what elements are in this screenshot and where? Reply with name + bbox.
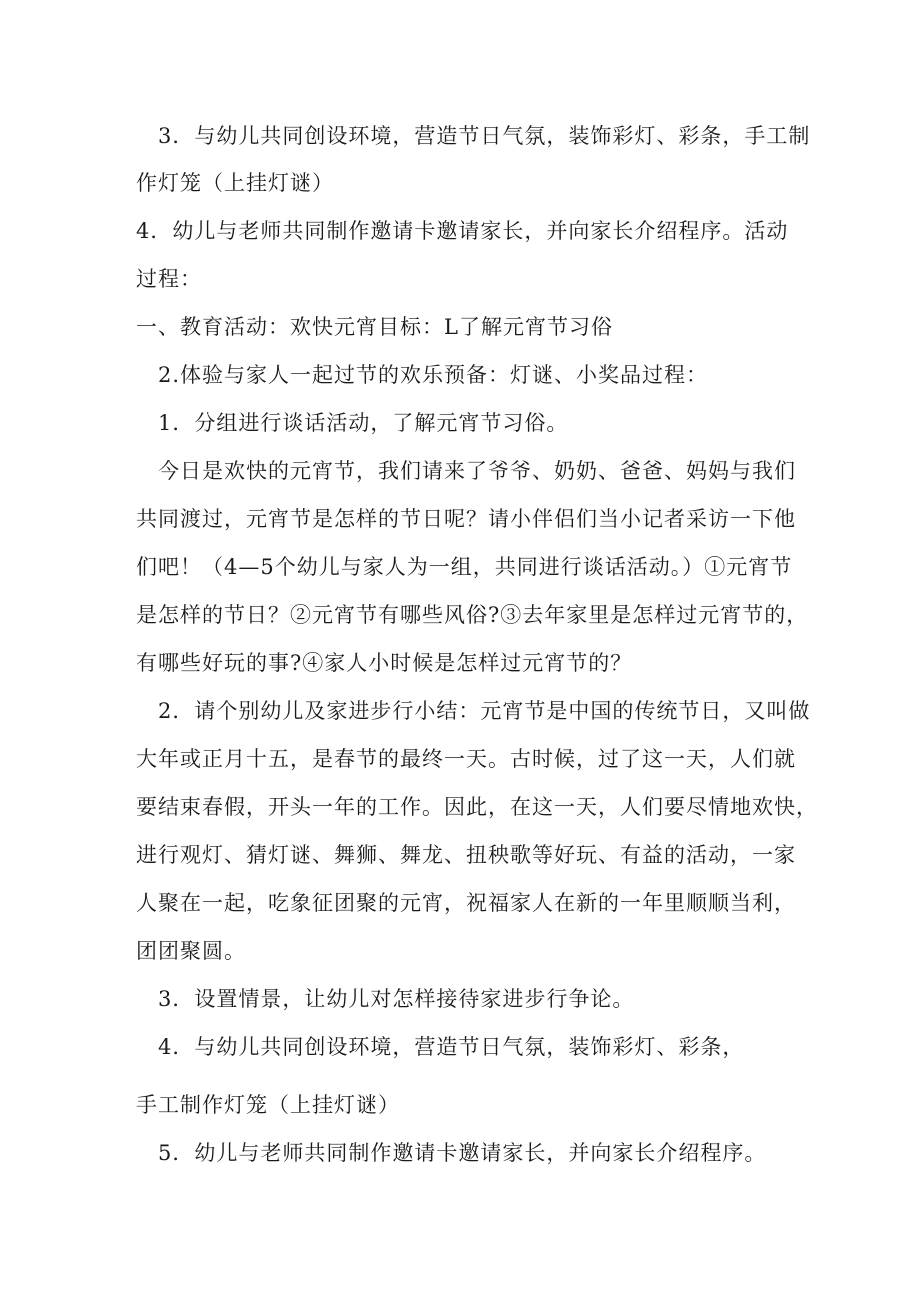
paragraph-line: 1．分组进行谈话活动，了解元宵节习俗。 — [158, 411, 569, 435]
paragraph-line: 一、教育活动：欢快元宵目标：L了解元宵节习俗 — [136, 315, 613, 339]
paragraph-line: 过程： — [136, 267, 202, 291]
paragraph-line: 2．请个别幼儿及家进步行小结：元宵节是中国的传统节日，又叫做 — [158, 699, 811, 723]
paragraph-line: 4．与幼儿共同创设环境，营造节日气氛，装饰彩灯、彩条， — [158, 1035, 745, 1059]
paragraph-line: 人聚在一起，吃象征团聚的元宵，祝福家人在新的一年里顺顺当利， — [136, 891, 796, 915]
paragraph-line: 作灯笼（上挂灯谜） — [136, 171, 334, 195]
paragraph-line: 有哪些好玩的事?④家人小时候是怎样过元宵节的？ — [136, 651, 633, 675]
paragraph-line: 3．与幼儿共同创设环境，营造节日气氛，装饰彩灯、彩条，手工制 — [158, 124, 811, 148]
paragraph-line: 3．设置情景，让幼儿对怎样接待家进步行争论。 — [158, 987, 635, 1011]
paragraph-line: 进行观灯、猜灯谜、舞狮、舞龙、扭秧歌等好玩、有益的活动，一家 — [136, 843, 796, 867]
paragraph-line: 手工制作灯笼（上挂灯谜） — [136, 1093, 400, 1117]
paragraph-line: 是怎样的节日？②元宵节有哪些风俗?③去年家里是怎样过元宵节的， — [136, 603, 809, 627]
paragraph-line: 共同渡过，元宵节是怎样的节日呢？请小伴侣们当小记者采访一下他 — [136, 507, 796, 531]
paragraph-line: 团团聚圆。 — [136, 939, 246, 963]
paragraph-line: 今日是欢快的元宵节，我们请来了爷爷、奶奶、爸爸、妈妈与我们 — [158, 459, 796, 483]
paragraph-line: 4．幼儿与老师共同制作邀请卡邀请家长，并向家长介绍程序。活动 — [136, 219, 789, 243]
paragraph-line: 5．幼儿与老师共同制作邀请卡邀请家长，并向家长介绍程序。 — [158, 1141, 767, 1165]
paragraph-line: 要结束春假，开头一年的工作。因此，在这一天，人们要尽情地欢快， — [136, 795, 818, 819]
paragraph-line: 大年或正月十五，是春节的最终一天。古时候，过了这一天，人们就 — [136, 747, 796, 771]
paragraph-line: 2.体验与家人一起过节的欢乐预备：灯谜、小奖品过程： — [158, 363, 709, 387]
paragraph-line: 们吧！（4—5个幼儿与家人为一组，共同进行谈话活动。）①元宵节 — [136, 555, 793, 579]
